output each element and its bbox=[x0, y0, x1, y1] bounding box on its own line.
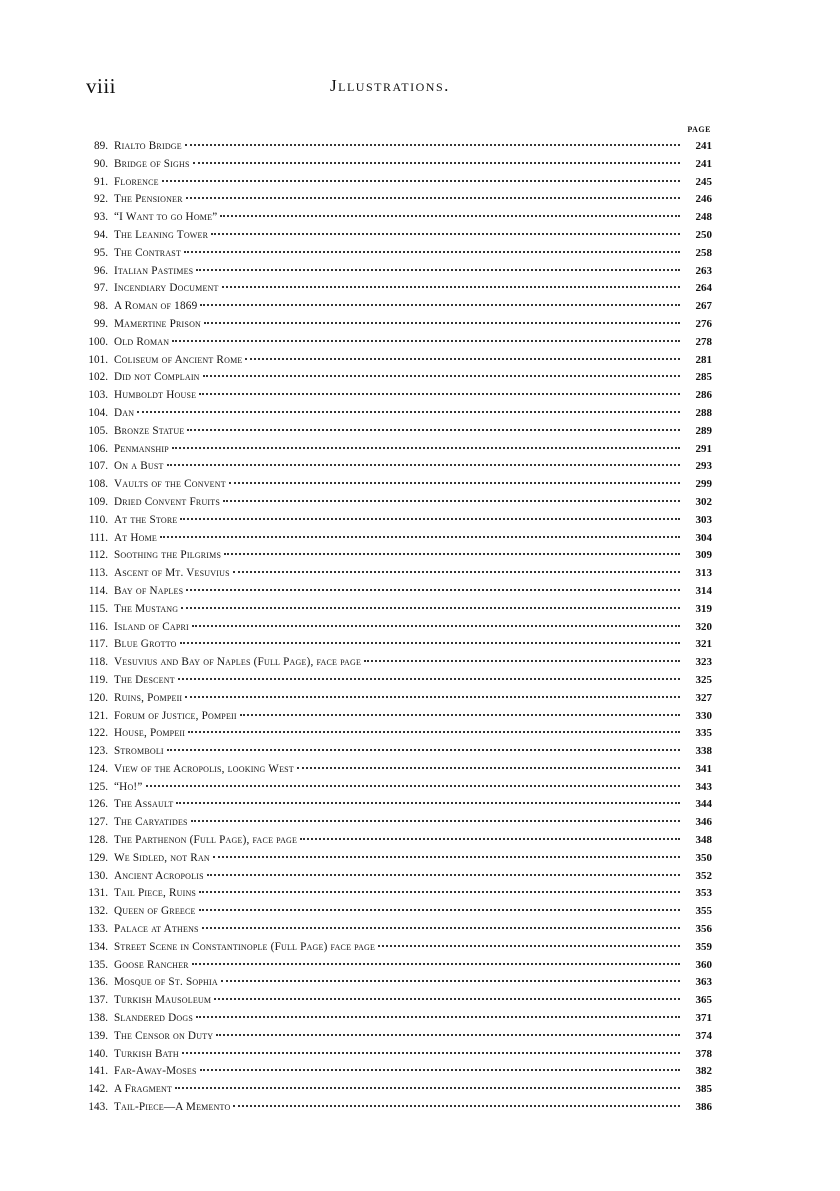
entry-title: Slandered Dogs bbox=[114, 1012, 194, 1025]
list-item bbox=[70, 263, 712, 281]
list-item bbox=[70, 654, 712, 672]
entry-title: Penmanship bbox=[114, 442, 169, 455]
entry-number: 121. bbox=[88, 709, 108, 722]
entry-title: Coliseum of Ancient Rome bbox=[114, 353, 243, 366]
list-item bbox=[70, 619, 712, 637]
entry-page-number: 267 bbox=[695, 300, 712, 313]
entry-title: Dried Convent Fruits bbox=[114, 495, 221, 508]
list-item bbox=[70, 672, 712, 690]
entry-number: 104. bbox=[88, 406, 108, 419]
list-item bbox=[70, 939, 712, 957]
entry-title: Street Scene in Constantinople (Full Page) face page bbox=[114, 940, 376, 953]
entry-page-number: 263 bbox=[695, 264, 712, 277]
dot-leader bbox=[167, 748, 680, 751]
list-item bbox=[70, 885, 712, 903]
list-item bbox=[70, 334, 712, 352]
entry-page-number: 346 bbox=[695, 816, 712, 829]
entry-title: We Sidled, not Ran bbox=[114, 851, 210, 864]
entry-page-number: 359 bbox=[695, 940, 712, 953]
dot-leader bbox=[185, 695, 680, 698]
list-item bbox=[70, 814, 712, 832]
entry-number: 133. bbox=[88, 923, 108, 936]
entry-title: The Mustang bbox=[114, 602, 179, 615]
list-item bbox=[70, 761, 712, 779]
dot-leader bbox=[224, 552, 680, 555]
dot-leader bbox=[184, 250, 680, 253]
list-item bbox=[70, 957, 712, 975]
dot-leader bbox=[203, 374, 680, 377]
entry-number: 118. bbox=[88, 656, 108, 669]
list-item bbox=[70, 458, 712, 476]
entry-page-number: 299 bbox=[695, 478, 712, 491]
entry-title: Bronze Statue bbox=[114, 424, 185, 437]
entry-number: 114. bbox=[88, 584, 108, 597]
page-column-label: PAGE bbox=[687, 125, 711, 134]
dot-leader bbox=[233, 1104, 680, 1107]
entry-title: Florence bbox=[114, 175, 159, 188]
list-item bbox=[70, 1028, 712, 1046]
dot-leader bbox=[191, 819, 680, 822]
entry-page-number: 286 bbox=[695, 389, 712, 402]
entry-number: 125. bbox=[88, 780, 108, 793]
entry-title: The Censor on Duty bbox=[114, 1029, 214, 1042]
entry-title: Soothing the Pilgrims bbox=[114, 549, 222, 562]
dot-leader bbox=[180, 517, 680, 520]
entry-number: 108. bbox=[88, 478, 108, 491]
dot-leader bbox=[240, 713, 680, 716]
dot-leader bbox=[207, 873, 680, 876]
entry-number: 98. bbox=[94, 300, 108, 313]
entry-number: 138. bbox=[88, 1012, 108, 1025]
list-item bbox=[70, 191, 712, 209]
entry-title: Bridge of Sighs bbox=[114, 157, 190, 170]
list-item bbox=[70, 352, 712, 370]
dot-leader bbox=[175, 1086, 680, 1089]
entry-page-number: 246 bbox=[695, 193, 712, 206]
entry-page-number: 365 bbox=[695, 994, 712, 1007]
entry-page-number: 250 bbox=[695, 228, 712, 241]
entry-title: At the Store bbox=[114, 513, 178, 526]
dot-leader bbox=[137, 410, 680, 413]
entry-page-number: 278 bbox=[695, 335, 712, 348]
entry-title: Incendiary Document bbox=[114, 282, 219, 295]
dot-leader bbox=[181, 606, 680, 609]
entry-title: Blue Grotto bbox=[114, 638, 177, 651]
entry-number: 110. bbox=[88, 513, 108, 526]
list-item bbox=[70, 601, 712, 619]
list-item bbox=[70, 1063, 712, 1081]
list-item bbox=[70, 547, 712, 565]
dot-leader bbox=[167, 463, 680, 466]
entry-page-number: 248 bbox=[695, 211, 712, 224]
dot-leader bbox=[199, 392, 680, 395]
list-item bbox=[70, 743, 712, 761]
list-item bbox=[70, 174, 712, 192]
entry-number: 113. bbox=[88, 567, 108, 580]
entry-number: 99. bbox=[94, 317, 108, 330]
entry-page-number: 386 bbox=[695, 1101, 712, 1114]
entry-page-number: 355 bbox=[695, 905, 712, 918]
entry-page-number: 325 bbox=[695, 673, 712, 686]
dot-leader bbox=[192, 624, 680, 627]
entry-page-number: 264 bbox=[695, 282, 712, 295]
dot-leader bbox=[200, 1068, 680, 1071]
entry-number: 106. bbox=[88, 442, 108, 455]
entry-page-number: 276 bbox=[695, 317, 712, 330]
entry-title: Island of Capri bbox=[114, 620, 189, 633]
entry-page-number: 288 bbox=[695, 406, 712, 419]
dot-leader bbox=[213, 855, 680, 858]
entry-number: 128. bbox=[88, 834, 108, 847]
entry-number: 116. bbox=[88, 620, 108, 633]
entry-page-number: 321 bbox=[695, 638, 712, 651]
entry-number: 132. bbox=[88, 905, 108, 918]
running-head: Jllustrations. bbox=[330, 76, 450, 95]
entry-title: Bay of Naples bbox=[114, 584, 184, 597]
dot-leader bbox=[378, 944, 680, 947]
entry-title: The Leaning Tower bbox=[114, 228, 209, 241]
entry-title: A Fragment bbox=[114, 1083, 173, 1096]
list-item bbox=[70, 494, 712, 512]
entry-number: 96. bbox=[94, 264, 108, 277]
entry-number: 112. bbox=[88, 549, 108, 562]
entry-number: 123. bbox=[88, 745, 108, 758]
entry-title: Palace at Athens bbox=[114, 923, 199, 936]
dot-leader bbox=[297, 766, 680, 769]
dot-leader bbox=[222, 285, 680, 288]
list-item bbox=[70, 583, 712, 601]
list-item bbox=[70, 530, 712, 548]
entry-page-number: 293 bbox=[695, 460, 712, 473]
entry-page-number: 289 bbox=[695, 424, 712, 437]
entry-page-number: 341 bbox=[695, 762, 712, 775]
entry-number: 111. bbox=[89, 531, 108, 544]
entry-page-number: 302 bbox=[695, 495, 712, 508]
entry-number: 143. bbox=[88, 1101, 108, 1114]
entry-number: 93. bbox=[94, 211, 108, 224]
entry-page-number: 382 bbox=[695, 1065, 712, 1078]
entry-page-number: 241 bbox=[695, 157, 712, 170]
entry-page-number: 344 bbox=[695, 798, 712, 811]
list-item bbox=[70, 779, 712, 797]
entry-title: The Descent bbox=[114, 673, 175, 686]
entry-number: 127. bbox=[88, 816, 108, 829]
entry-page-number: 327 bbox=[695, 691, 712, 704]
entry-number: 105. bbox=[88, 424, 108, 437]
dot-leader bbox=[364, 659, 680, 662]
dot-leader bbox=[199, 908, 680, 911]
entry-number: 130. bbox=[88, 869, 108, 882]
dot-leader bbox=[176, 801, 680, 804]
entry-number: 140. bbox=[88, 1047, 108, 1060]
page-folio: viii bbox=[86, 74, 117, 98]
entry-title: Forum of Justice, Pompeii bbox=[114, 709, 237, 722]
list-item bbox=[70, 476, 712, 494]
list-item bbox=[70, 369, 712, 387]
entry-page-number: 285 bbox=[695, 371, 712, 384]
entry-number: 92. bbox=[94, 193, 108, 206]
list-item bbox=[70, 209, 712, 227]
entry-page-number: 258 bbox=[695, 246, 712, 259]
list-item bbox=[70, 298, 712, 316]
entry-title: Turkish Bath bbox=[114, 1047, 179, 1060]
entry-page-number: 323 bbox=[695, 656, 712, 669]
dot-leader bbox=[196, 1015, 680, 1018]
entry-number: 126. bbox=[88, 798, 108, 811]
entry-title: “I Want to go Home” bbox=[114, 211, 218, 224]
entry-number: 122. bbox=[88, 727, 108, 740]
entry-page-number: 245 bbox=[695, 175, 712, 188]
entry-title: Vesuvius and Bay of Naples (Full Page), face page bbox=[114, 656, 362, 669]
entry-title: At Home bbox=[114, 531, 158, 544]
entry-page-number: 309 bbox=[695, 549, 712, 562]
entry-title: On a Bust bbox=[114, 460, 164, 473]
dot-leader bbox=[182, 1051, 680, 1054]
dot-leader bbox=[180, 641, 680, 644]
entry-title: Tail Piece, Ruins bbox=[114, 887, 197, 900]
list-item bbox=[70, 832, 712, 850]
entry-title: Turkish Mausoleum bbox=[114, 994, 212, 1007]
list-item bbox=[70, 138, 712, 156]
dot-leader bbox=[204, 321, 680, 324]
entry-title: Dan bbox=[114, 406, 135, 419]
list-item bbox=[70, 903, 712, 921]
entry-title: Vaults of the Convent bbox=[114, 478, 226, 491]
dot-leader bbox=[300, 837, 680, 840]
list-item bbox=[70, 512, 712, 530]
entry-page-number: 374 bbox=[695, 1029, 712, 1042]
list-item bbox=[70, 1046, 712, 1064]
illustration-list bbox=[70, 138, 712, 1117]
entry-number: 91. bbox=[94, 175, 108, 188]
entry-title: Italian Pastimes bbox=[114, 264, 194, 277]
entry-page-number: 281 bbox=[695, 353, 712, 366]
entry-number: 137. bbox=[88, 994, 108, 1007]
entry-number: 131. bbox=[88, 887, 108, 900]
entry-page-number: 304 bbox=[695, 531, 712, 544]
list-item bbox=[70, 974, 712, 992]
dot-leader bbox=[229, 481, 680, 484]
list-item bbox=[70, 796, 712, 814]
entry-title: Mosque of St. Sophia bbox=[114, 976, 218, 989]
entry-number: 95. bbox=[94, 246, 108, 259]
dot-leader bbox=[185, 143, 680, 146]
entry-page-number: 363 bbox=[695, 976, 712, 989]
entry-number: 135. bbox=[88, 958, 108, 971]
dot-leader bbox=[196, 268, 680, 271]
list-item bbox=[70, 245, 712, 263]
list-item bbox=[70, 423, 712, 441]
list-item bbox=[70, 690, 712, 708]
entry-number: 119. bbox=[88, 673, 108, 686]
dot-leader bbox=[221, 979, 680, 982]
list-item bbox=[70, 636, 712, 654]
list-item bbox=[70, 387, 712, 405]
entry-number: 109. bbox=[88, 495, 108, 508]
entry-title: “Ho!” bbox=[114, 780, 143, 793]
entry-page-number: 335 bbox=[695, 727, 712, 740]
dot-leader bbox=[220, 214, 680, 217]
entry-title: A Roman of 1869 bbox=[114, 300, 198, 313]
entry-title: Did not Complain bbox=[114, 371, 200, 384]
entry-title: Queen of Greece bbox=[114, 905, 196, 918]
dot-leader bbox=[186, 196, 680, 199]
entry-title: Ancient Acropolis bbox=[114, 869, 204, 882]
entry-title: Rialto Bridge bbox=[114, 140, 182, 152]
entry-title: Humboldt House bbox=[114, 389, 197, 402]
entry-page-number: 338 bbox=[695, 745, 712, 758]
dot-leader bbox=[214, 997, 680, 1000]
dot-leader bbox=[172, 446, 680, 449]
entry-title: The Assault bbox=[114, 798, 174, 811]
list-item bbox=[70, 708, 712, 726]
entry-title: The Caryatides bbox=[114, 816, 188, 829]
entry-page-number: 348 bbox=[695, 834, 712, 847]
dot-leader bbox=[193, 161, 680, 164]
list-item bbox=[70, 850, 712, 868]
entry-number: 142. bbox=[88, 1083, 108, 1096]
entry-page-number: 319 bbox=[695, 602, 712, 615]
list-item bbox=[70, 405, 712, 423]
list-item bbox=[70, 441, 712, 459]
entry-page-number: 320 bbox=[695, 620, 712, 633]
dot-leader bbox=[211, 232, 680, 235]
dot-leader bbox=[186, 588, 680, 591]
dot-leader bbox=[160, 535, 680, 538]
entry-number: 134. bbox=[88, 940, 108, 953]
list-item bbox=[70, 868, 712, 886]
dot-leader bbox=[162, 179, 680, 182]
dot-leader bbox=[199, 890, 680, 893]
entry-number: 102. bbox=[88, 371, 108, 384]
entry-title: The Contrast bbox=[114, 246, 182, 259]
dot-leader bbox=[216, 1033, 680, 1036]
dot-leader bbox=[202, 926, 680, 929]
entry-page-number: 360 bbox=[695, 958, 712, 971]
entry-number: 107. bbox=[88, 460, 108, 473]
entry-title: Ascent of Mt. Vesuvius bbox=[114, 567, 230, 580]
entry-page-number: 371 bbox=[695, 1012, 712, 1025]
entry-number: 141. bbox=[88, 1065, 108, 1078]
entry-page-number: 241 bbox=[695, 140, 712, 152]
entry-page-number: 303 bbox=[695, 513, 712, 526]
list-item bbox=[70, 156, 712, 174]
entry-page-number: 353 bbox=[695, 887, 712, 900]
list-item bbox=[70, 565, 712, 583]
entry-title: Stromboli bbox=[114, 745, 164, 758]
list-item bbox=[70, 992, 712, 1010]
list-item bbox=[70, 1099, 712, 1117]
entry-page-number: 291 bbox=[695, 442, 712, 455]
dot-leader bbox=[178, 677, 680, 680]
entry-title: Far-Away-Moses bbox=[114, 1065, 197, 1078]
entry-number: 94. bbox=[94, 228, 108, 241]
dot-leader bbox=[245, 357, 680, 360]
entry-page-number: 314 bbox=[695, 584, 712, 597]
entry-page-number: 356 bbox=[695, 923, 712, 936]
entry-number: 101. bbox=[88, 353, 108, 366]
entry-number: 124. bbox=[88, 762, 108, 775]
dot-leader bbox=[172, 339, 680, 342]
list-item bbox=[70, 316, 712, 334]
entry-title: View of the Acropolis, looking West bbox=[114, 762, 294, 775]
dot-leader bbox=[233, 570, 680, 573]
entry-page-number: 378 bbox=[695, 1047, 712, 1060]
list-item bbox=[70, 921, 712, 939]
entry-page-number: 352 bbox=[695, 869, 712, 882]
dot-leader bbox=[192, 962, 680, 965]
entry-number: 115. bbox=[88, 602, 108, 615]
dot-leader bbox=[146, 784, 680, 787]
entry-number: 89. bbox=[94, 140, 108, 152]
entry-number: 136. bbox=[88, 976, 108, 989]
entry-number: 90. bbox=[94, 157, 108, 170]
list-item bbox=[70, 227, 712, 245]
entry-page-number: 330 bbox=[695, 709, 712, 722]
entry-number: 129. bbox=[88, 851, 108, 864]
entry-page-number: 343 bbox=[695, 780, 712, 793]
entry-title: Tail-Piece—A Memento bbox=[114, 1101, 231, 1114]
entry-page-number: 385 bbox=[695, 1083, 712, 1096]
entry-title: Goose Rancher bbox=[114, 958, 189, 971]
dot-leader bbox=[187, 428, 680, 431]
entry-title: Mamertine Prison bbox=[114, 317, 202, 330]
dot-leader bbox=[188, 730, 680, 733]
list-item bbox=[70, 280, 712, 298]
entry-title: The Pensioner bbox=[114, 193, 183, 206]
entry-number: 117. bbox=[88, 638, 108, 651]
dot-leader bbox=[223, 499, 680, 502]
entry-number: 103. bbox=[88, 389, 108, 402]
entry-page-number: 313 bbox=[695, 567, 712, 580]
list-item bbox=[70, 725, 712, 743]
list-item bbox=[70, 1081, 712, 1099]
entry-title: House, Pompeii bbox=[114, 727, 186, 740]
entry-number: 97. bbox=[94, 282, 108, 295]
entry-page-number: 350 bbox=[695, 851, 712, 864]
entry-number: 139. bbox=[88, 1029, 108, 1042]
entry-title: The Parthenon (Full Page), face page bbox=[114, 834, 298, 847]
dot-leader bbox=[200, 303, 680, 306]
entry-number: 100. bbox=[88, 335, 108, 348]
list-item bbox=[70, 1010, 712, 1028]
entry-title: Old Roman bbox=[114, 335, 170, 348]
entry-title: Ruins, Pompeii bbox=[114, 691, 183, 704]
entry-number: 120. bbox=[88, 691, 108, 704]
